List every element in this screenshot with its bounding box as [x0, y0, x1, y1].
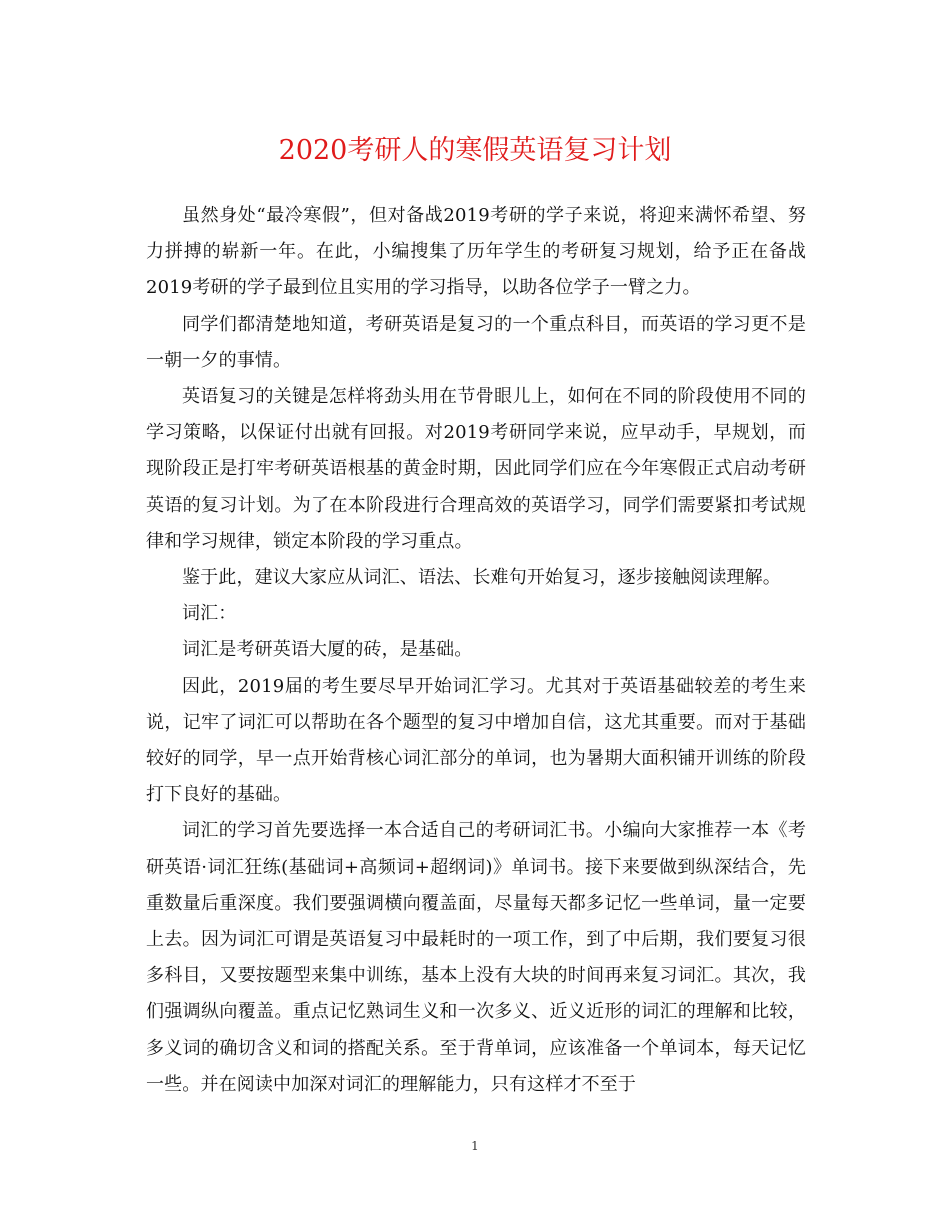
section-heading-vocabulary: 词汇： [182, 603, 237, 625]
paragraph-suggestion: 鉴于此，建议大家应从词汇、语法、长难句开始复习，逐步接触阅读理解。 [182, 567, 781, 589]
paragraph-vocabulary-early-start: 因此，2019届的考生要尽早开始词汇学习。尤其对于英语基础较差的考生来说，记牢了词汇可以帮助在各个题型的复习中增加自信，这尤其重要。而对于基础较好的同学，早一点开始背核心词汇部分的单词，也为暑期大面积铺开训练的阶段打下良好的基础。 [146, 675, 806, 806]
document-title: 2020考研人的寒假英语复习计划 [278, 135, 672, 166]
paragraph-vocabulary-foundation: 词汇是考研英语大厦的砖，是基础。 [182, 639, 473, 661]
paragraph-intro: 虽然身处“最冷寒假”，但对备战2019考研的学子来说，将迎来满怀希望、努力拼搏的崭新一年。在此，小编搜集了历年学生的考研复习规划，给予正在备战2019考研的学子最到位且实用的学习指导，以助各位学子一臂之力。 [146, 205, 806, 299]
paragraph-english-importance: 同学们都清楚地知道，考研英语是复习的一个重点科目，而英语的学习更不是一朝一夕的事情。 [146, 313, 806, 371]
page-number: 1 [471, 1139, 479, 1153]
paragraph-vocabulary-method: 词汇的学习首先要选择一本合适自己的考研词汇书。小编向大家推荐一本《考研英语·词汇狂练(基础词+高频词+超纲词)》单词书。接下来要做到纵深结合，先重数量后重深度。我们要强调横向覆盖面，尽量每天都多记忆一些单词，量一定要上去。因为词汇可谓是英语复习中最耗时的一项工作，到了中后期，我们要复习很多科目，又要按题型来集中训练，基本上没有大块的时间再来复习词汇。其次，我们强调纵向覆盖。重点记忆熟词生义和一次多义、近义近形的词汇的理解和比较，多义词的确切含义和词的搭配关系。至于背单词，应该准备一个单词本，每天记忆一些。并在阅读中加深对词汇的理解能力，只有这样才不至于 [146, 820, 806, 1095]
document-body [146, 198, 806, 1103]
paragraph-review-strategy: 英语复习的关键是怎样将劲头用在节骨眼儿上，如何在不同的阶段使用不同的学习策略，以保证付出就有回报。对2019考研同学来说，应早动手，早规划，而现阶段正是打牢考研英语根基的黄金时期，因此同学们应在今年寒假正式启动考研英语的复习计划。为了在本阶段进行合理高效的英语学习，同学们需要紧扣考试规律和学习规律，锁定本阶段的学习重点。 [146, 386, 806, 552]
